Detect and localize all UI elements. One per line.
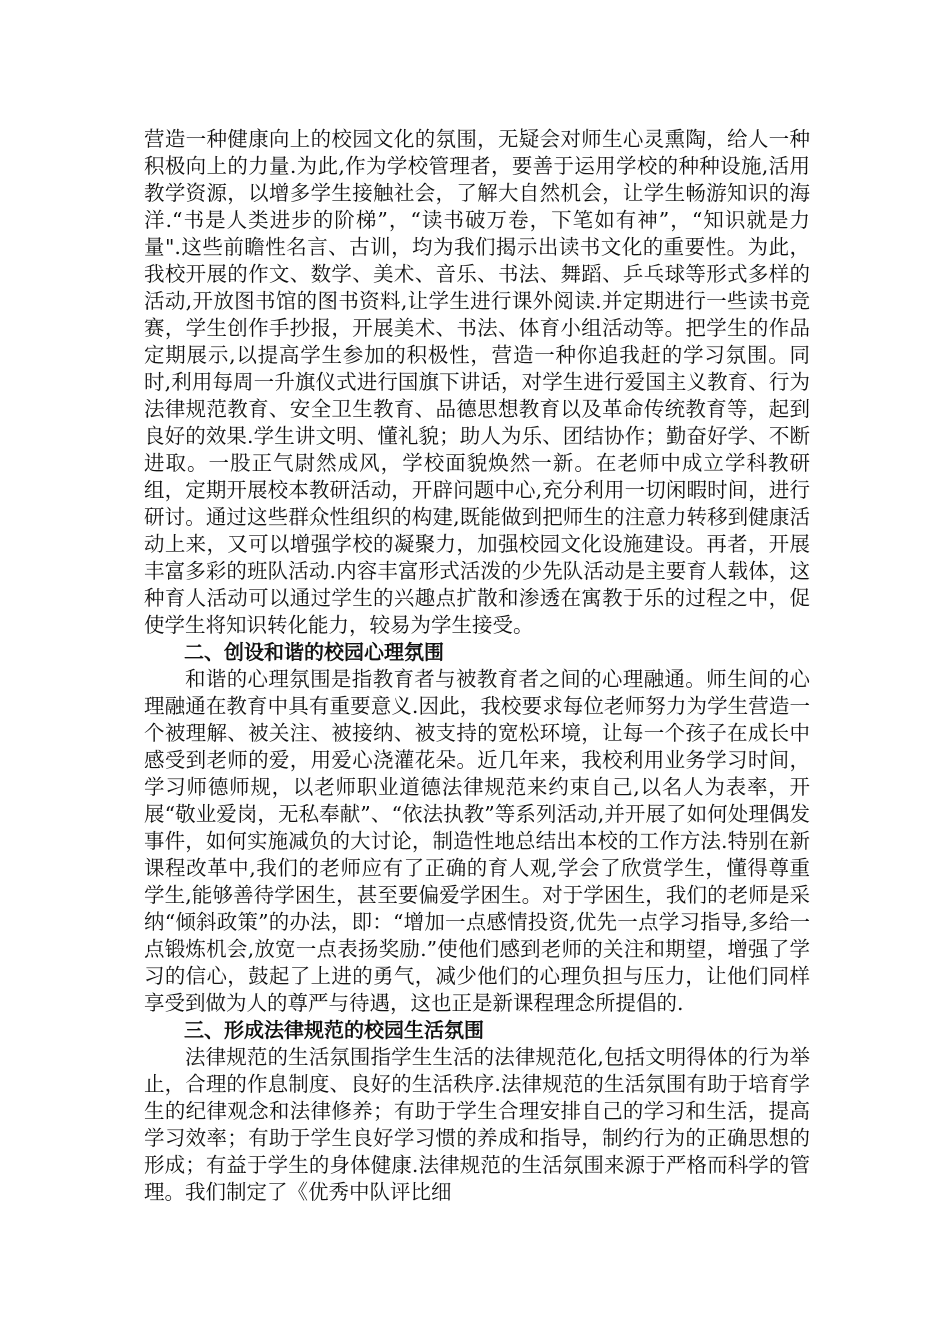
body-paragraph-life: 法律规范的生活氛围指学生生活的法律规范化,包括文明得体的行为举止，合理的作息制度、良好的生活秩序.法律规范的生活氛围有助于培育学生的纪律观念和法律修养；有助于学生合理安排自己的学习和生活，提高学习效率；有助于学生良好学习惯的养成和指导，制约行为的正确思想的形成；有益于学生的身体健康.法律规范的生活氛围来源于严格而科学的管理。我们制定了《优秀中队评比细 [144,1045,810,1204]
section-heading-psychology: 二、创设和谐的校园心理氛围 [184,640,444,664]
body-paragraph-psychology: 和谐的心理氛围是指教育者与被教育者之间的心理融通。师生间的心理融通在教育中具有重要意义.因此，我校要求每位老师努力为学生营造一个被理解、被关注、被接纳、被支持的宽松环境，让每一个孩子在成长中感受到老师的爱，用爱心浇灌花朵。近几年来，我校利用业务学习时间，学习师德师规，以老师职业道德法律规范来约束自己,以名人为表率，开展“敬业爱岗，无私奉献”、“依法执教”等系列活动,并开展了如何处理偶发事件，如何实施减负的大讨论，制造性地总结出本校的工作方法.特别在新课程改革中,我们的老师应有了正确的育人观,学会了欣赏学生，懂得尊重学生,能够善待学困生，甚至要偏爱学困生。对于学困生，我们的老师是采纳“倾斜政策”的办法，即：“增加一点感情投资,优先一点学习指导,多给一点锻炼机会,放宽一点表扬奖励.”使他们感到老师的关注和期望，增强了学习的信心，鼓起了上进的勇气，减少他们的心理负担与压力，让他们同样享受到做为人的尊严与待遇，这也正是新课程理念所提倡的. [144,667,810,1015]
section-heading-life: 三、形成法律规范的校园生活氛围 [184,1018,484,1042]
document-page [144,126,810,1206]
body-paragraph-culture: 营造一种健康向上的校园文化的氛围，无疑会对师生心灵熏陶，给人一种积极向上的力量.为此,作为学校管理者，要善于运用学校的种种设施,活用教学资源，以增多学生接触社会，了解大自然机会，让学生畅游知识的海洋.“书是人类进步的阶梯”，“读书破万卷，下笔如有神”，“知识就是力量".这些前瞻性名言、古训，均为我们揭示出读书文化的重要性。为此，我校开展的作文、数学、美术、音乐、书法、舞蹈、乒乓球等形式多样的活动,开放图书馆的图书资料,让学生进行课外阅读.并定期进行一些读书竞赛，学生创作手抄报，开展美术、书法、体育小组活动等。把学生的作品定期展示,以提高学生参加的积极性，营造一种你追我赶的学习氛围。同时,利用每周一升旗仪式进行国旗下讲话，对学生进行爱国主义教育、行为法律规范教育、安全卫生教育、品德思想教育以及革命传统教育等，起到良好的效果.学生讲文明、懂礼貌；助人为乐、团结协作；勤奋好学、不断进取。一股正气尉然成风，学校面貌焕然一新。在老师中成立学科教研组，定期开展校本教研活动，开辟问题中心,充分利用一切闲暇时间，进行研讨。通过这些群众性组织的构建,既能做到把师生的注意力转移到健康活动上来，又可以增强学校的凝聚力，加强校园文化设施建设。再者，开展丰富多彩的班队活动.内容丰富形式活泼的少先队活动是主要育人载体，这种育人活动可以通过学生的兴趣点扩散和渗透在寓教于乐的过程之中，促使学生将知识转化能力，较易为学生接受。 [144,127,810,637]
